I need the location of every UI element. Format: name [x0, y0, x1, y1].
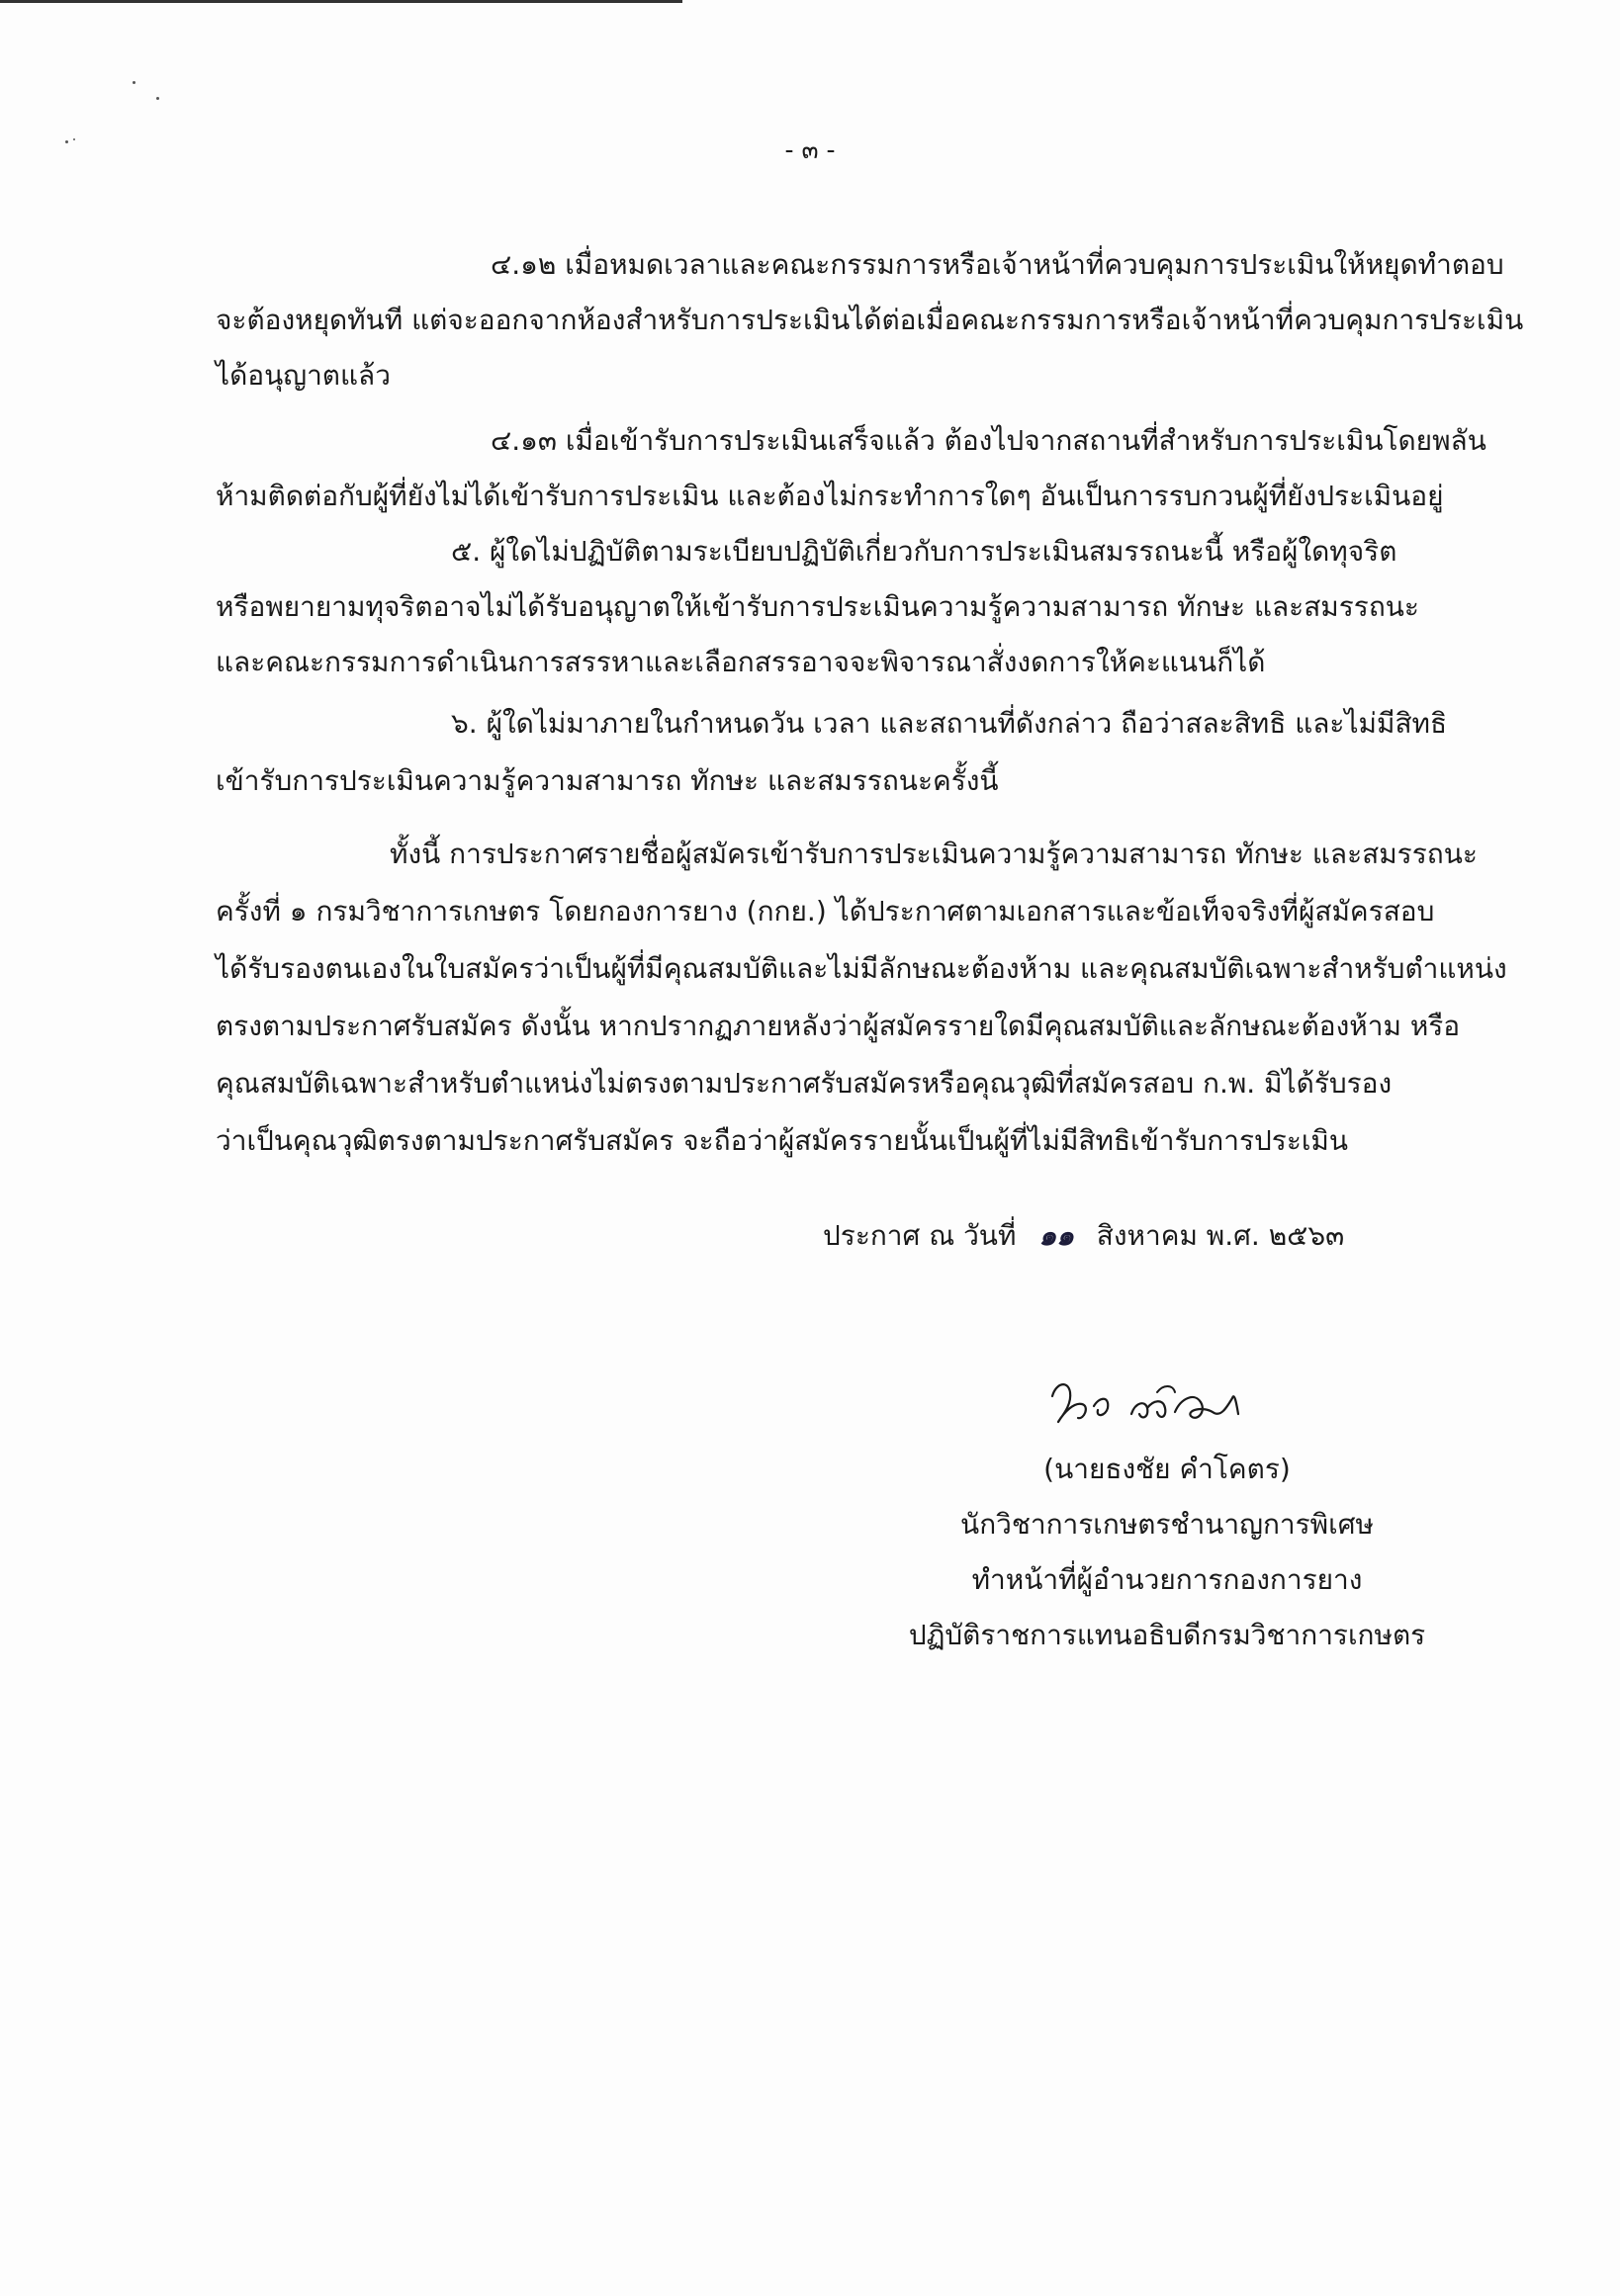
signatory-name: (นายธงชัย คำโคตร)	[1043, 1453, 1291, 1485]
scan-speck	[156, 97, 159, 100]
closing-line-6: ว่าเป็นคุณวุฒิตรงตามประกาศรับสมัคร จะถือว่าผู้สมัครรายนั้นเป็นผู้ที่ไม่มีสิทธิเข้ารับการประเมิน	[216, 1124, 1349, 1157]
clause-6-line-1: ๖. ผู้ใดไม่มาภายในกำหนดวัน เวลา และสถานที่ดังกล่าว ถือว่าสละสิทธิ และไม่มีสิทธิ	[451, 707, 1448, 740]
closing-line-1: ทั้งนี้ การประกาศรายชื่อผู้สมัครเข้ารับการประเมินความรู้ความสามารถ ทักษะ และสมรรถนะ	[390, 838, 1478, 870]
clause-4-12-line-2: จะต้องหยุดทันที แต่จะออกจากห้องสำหรับการประเมินได้ต่อเมื่อคณะกรรมการหรือเจ้าหน้าที่ควบคุมการประเมิน	[216, 304, 1524, 336]
signatory-position-1: นักวิชาการเกษตรชำนาญการพิเศษ	[960, 1508, 1374, 1541]
clause-4-13-line-2: ห้ามติดต่อกับผู้ที่ยังไม่ได้เข้ารับการประเมิน และต้องไม่กระทำการใดๆ อันเป็นการรบกวนผู้ที่ยังประเมินอยู่	[216, 480, 1444, 512]
clause-4-12-line-3: ได้อนุญาตแล้ว	[216, 359, 391, 392]
announcement-month-year: สิงหาคม พ.ศ. ๒๕๖๓	[1096, 1219, 1345, 1252]
closing-line-3: ได้รับรองตนเองในใบสมัครว่าเป็นผู้ที่มีคุณสมบัติและไม่มีลักษณะต้องห้าม และคุณสมบัติเฉพาะสำหรับตำแหน่ง	[216, 952, 1507, 985]
clause-5-line-3: และคณะกรรมการดำเนินการสรรหาและเลือกสรรอาจจะพิจารณาสั่งงดการให้คะแนนก็ได้	[216, 646, 1266, 678]
announcement-prefix: ประกาศ ณ วันที่	[823, 1219, 1017, 1252]
handwritten-signature	[1038, 1363, 1266, 1442]
scan-speck	[133, 81, 135, 84]
signatory-position-3: ปฏิบัติราชการแทนอธิบดีกรมวิชาการเกษตร	[908, 1619, 1426, 1651]
closing-line-5: คุณสมบัติเฉพาะสำหรับตำแหน่งไม่ตรงตามประกาศรับสมัครหรือคุณวุฒิที่สมัครสอบ ก.พ. มิได้รับรอง	[216, 1067, 1393, 1100]
scan-edge-rule	[0, 0, 682, 3]
clause-4-12-line-1: ๔.๑๒ เมื่อหมดเวลาและคณะกรรมการหรือเจ้าหน้าที่ควบคุมการประเมินให้หยุดทำตอบ	[491, 248, 1504, 281]
clause-6-line-2: เข้ารับการประเมินความรู้ความสามารถ ทักษะ และสมรรถนะครั้งนี้	[216, 764, 999, 797]
clause-4-13-line-1: ๔.๑๓ เมื่อเข้ารับการประเมินเสร็จแล้ว ต้องไปจากสถานที่สำหรับการประเมินโดยพลัน	[491, 424, 1486, 457]
announcement-day: ๑๑	[1038, 1219, 1074, 1252]
clause-5-line-1: ๕. ผู้ใดไม่ปฏิบัติตามระเบียบปฏิบัติเกี่ยวกับการประเมินสมรรถนะนี้ หรือผู้ใดทุจริต	[451, 535, 1397, 568]
announcement-date	[823, 1214, 1344, 1258]
closing-line-2: ครั้งที่ ๑ กรมวิชาการเกษตร โดยกองการยาง (กกย.) ได้ประกาศตามเอกสารและข้อเท็จจริงที่ผู้สมัครสอบ	[216, 895, 1435, 927]
closing-line-4: ตรงตามประกาศรับสมัคร ดังนั้น หากปรากฏภายหลังว่าผู้สมัครรายใดมีคุณสมบัติและลักษณะต้องห้าม หรือ	[216, 1010, 1461, 1042]
clause-5-line-2: หรือพยายามทุจริตอาจไม่ได้รับอนุญาตให้เข้ารับการประเมินความรู้ความสามารถ ทักษะ และสมรรถนะ	[216, 590, 1419, 623]
signatory-position-2: ทำหน้าที่ผู้อำนวยการกองการยาง	[971, 1563, 1363, 1596]
page-number: - ๓ -	[784, 135, 836, 164]
